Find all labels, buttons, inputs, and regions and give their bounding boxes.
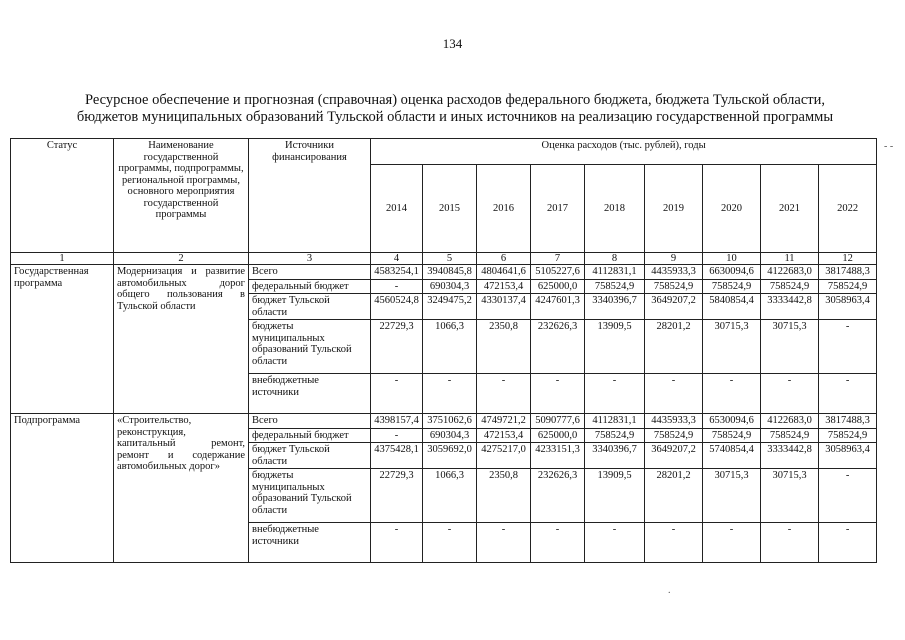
column-index-cell: 10 [703,253,761,265]
value-cell: 3058963,4 [819,443,877,469]
source-cell: внебюджетные источники [249,523,371,563]
value-cell: 758524,9 [585,428,645,443]
value-cell: - [371,523,423,563]
value-cell: 625000,0 [531,428,585,443]
header-year: 2021 [761,165,819,253]
header-year: 2016 [477,165,531,253]
value-cell: 28201,2 [645,320,703,374]
value-cell: 3333442,8 [761,443,819,469]
column-index-cell: 1 [11,253,114,265]
column-index-cell: 11 [761,253,819,265]
value-cell: 5105227,6 [531,265,585,280]
value-cell: - [585,374,645,414]
program-name-cell: Модернизация и развитие автомобильных дорог общего пользования в Тульской области [114,265,249,414]
value-cell: 2350,8 [477,469,531,523]
column-index-cell: 7 [531,253,585,265]
value-cell: 232626,3 [531,469,585,523]
source-cell: Всего [249,414,371,429]
value-cell: 6530094,6 [703,414,761,429]
value-cell: 3751062,6 [423,414,477,429]
value-cell: 758524,9 [703,279,761,294]
value-cell: 758524,9 [761,279,819,294]
column-index-cell: 3 [249,253,371,265]
value-cell: 4583254,1 [371,265,423,280]
value-cell: 2350,8 [477,320,531,374]
value-cell: 13909,5 [585,320,645,374]
value-cell: 4233151,3 [531,443,585,469]
value-cell: 4804641,6 [477,265,531,280]
value-cell: - [761,523,819,563]
margin-dot: . [668,585,671,596]
value-cell: 1066,3 [423,469,477,523]
program-name-cell: «Строительство, реконструкция, капитальный ремонт, ремонт и содержание автомобильных дорог» [114,414,249,563]
column-index-cell: 6 [477,253,531,265]
header-year: 2022 [819,165,877,253]
value-cell: 758524,9 [645,428,703,443]
value-cell: - [645,374,703,414]
value-cell: 30715,3 [703,320,761,374]
value-cell: 758524,9 [819,279,877,294]
column-index-cell: 2 [114,253,249,265]
value-cell: 758524,9 [819,428,877,443]
value-cell: 3059692,0 [423,443,477,469]
value-cell: 472153,4 [477,279,531,294]
header-status: Статус [11,139,114,253]
value-cell: 3249475,2 [423,294,477,320]
column-index-cell: 4 [371,253,423,265]
margin-mark: - - [884,141,894,152]
value-cell: 3649207,2 [645,294,703,320]
value-cell: - [423,374,477,414]
table-row [11,414,877,429]
value-cell: - [531,523,585,563]
value-cell: - [819,523,877,563]
status-cell: Государственная программа [11,265,114,414]
header-source: Источники финансирования [249,139,371,253]
value-cell: 5090777,6 [531,414,585,429]
value-cell: 625000,0 [531,279,585,294]
header-year: 2014 [371,165,423,253]
value-cell: 758524,9 [645,279,703,294]
value-cell: - [531,374,585,414]
value-cell: - [703,523,761,563]
source-cell: бюджет Тульской области [249,294,371,320]
source-cell: бюджеты муниципальных образований Тульской области [249,320,371,374]
value-cell: 4112831,1 [585,265,645,280]
value-cell: 4435933,3 [645,414,703,429]
value-cell: 5840854,4 [703,294,761,320]
column-index-cell: 9 [645,253,703,265]
value-cell: 3340396,7 [585,443,645,469]
value-cell: - [477,523,531,563]
document-title [40,92,870,126]
value-cell: 690304,3 [423,279,477,294]
column-index-cell: 8 [585,253,645,265]
value-cell: 4112831,1 [585,414,645,429]
value-cell: - [371,428,423,443]
value-cell: 3940845,8 [423,265,477,280]
value-cell: 758524,9 [585,279,645,294]
value-cell: - [761,374,819,414]
table-row [11,265,877,280]
value-cell: 30715,3 [761,469,819,523]
value-cell: 4398157,4 [371,414,423,429]
value-cell: 30715,3 [703,469,761,523]
value-cell: 4122683,0 [761,414,819,429]
value-cell: 1066,3 [423,320,477,374]
value-cell: 758524,9 [761,428,819,443]
column-index-cell: 12 [819,253,877,265]
value-cell: 3817488,3 [819,414,877,429]
value-cell: - [645,523,703,563]
value-cell: 28201,2 [645,469,703,523]
value-cell: 4330137,4 [477,294,531,320]
header-year: 2018 [585,165,645,253]
header-year: 2019 [645,165,703,253]
value-cell: 6630094,6 [703,265,761,280]
header-year: 2015 [423,165,477,253]
value-cell: 22729,3 [371,320,423,374]
value-cell: - [585,523,645,563]
page-number: 134 [442,36,463,51]
value-cell: 5740854,4 [703,443,761,469]
source-cell: федеральный бюджет [249,428,371,443]
value-cell: - [371,374,423,414]
value-cell: - [819,320,877,374]
source-cell: Всего [249,265,371,280]
value-cell: 4375428,1 [371,443,423,469]
value-cell: 3058963,4 [819,294,877,320]
status-cell: Подпрограмма [11,414,114,563]
title-line-1: Ресурсное обеспечение и прогнозная (справочная) оценка расходов федерального бюджета, бюджета Тульской области, [85,92,825,108]
value-cell: 4560524,8 [371,294,423,320]
value-cell: 3333442,8 [761,294,819,320]
value-cell: 4122683,0 [761,265,819,280]
value-cell: 3340396,7 [585,294,645,320]
value-cell: - [703,374,761,414]
header-name: Наименование государственной программы, подпрограммы, региональной программы, основного мероприятия государственной программы [114,139,249,253]
header-year: 2020 [703,165,761,253]
value-cell: 3649207,2 [645,443,703,469]
column-index-cell: 5 [423,253,477,265]
value-cell: 30715,3 [761,320,819,374]
header-estimate: Оценка расходов (тыс. рублей), годы [371,139,877,165]
value-cell: 4749721,2 [477,414,531,429]
header-year: 2017 [531,165,585,253]
source-cell: бюджеты муниципальных образований Тульской области [249,469,371,523]
value-cell: 472153,4 [477,428,531,443]
value-cell: 4247601,3 [531,294,585,320]
value-cell: 3817488,3 [819,265,877,280]
value-cell: 758524,9 [703,428,761,443]
value-cell: - [819,469,877,523]
value-cell: - [477,374,531,414]
value-cell: 4435933,3 [645,265,703,280]
value-cell: - [371,279,423,294]
source-cell: бюджет Тульской области [249,443,371,469]
title-line-2: бюджетов муниципальных образований Тульской области и иных источников на реализацию государственной программы [76,109,834,125]
value-cell: - [423,523,477,563]
value-cell: 232626,3 [531,320,585,374]
budget-table [10,138,877,563]
value-cell: - [819,374,877,414]
value-cell: 13909,5 [585,469,645,523]
value-cell: 4275217,0 [477,443,531,469]
value-cell: 22729,3 [371,469,423,523]
source-cell: внебюджетные источники [249,374,371,414]
value-cell: 690304,3 [423,428,477,443]
source-cell: федеральный бюджет [249,279,371,294]
